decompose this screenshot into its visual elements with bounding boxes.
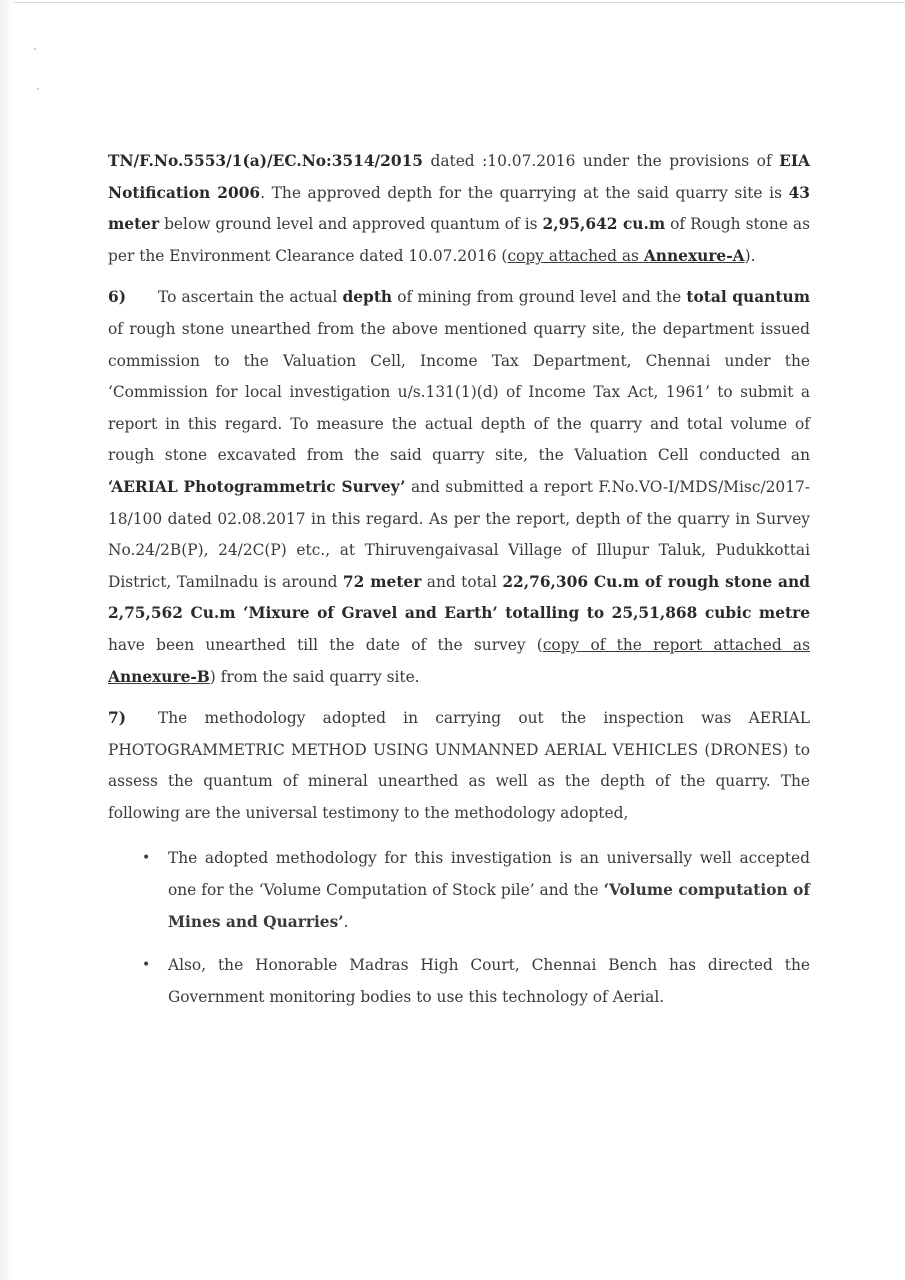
paragraph-6	[108, 282, 810, 693]
para5-text-4: of Rough stone as per the Environment Clearance dated 10.07.2016 (	[108, 215, 810, 265]
paragraph-5-continuation	[108, 146, 810, 272]
para6-text-2: of mining from ground level and the	[392, 288, 687, 307]
para6-text-4: and submitted a report F.No.VO-I/MDS/Misc/2017-18/100 dated 02.08.2017 in this regard. As per the report, depth of the quarry in Survey No.24/2B(P), 24/2C(P) etc., at Thiruvengaivasal Village of Illupur Taluk, Pudukkottai District, Tamilnadu is around	[108, 477, 811, 591]
para5-text-1: dated :10.07.2016 under the provisions of	[423, 152, 780, 170]
scan-speck	[37, 88, 39, 90]
para6-text-7: ) from the said quarry site.	[209, 667, 420, 686]
document-page	[108, 146, 810, 1025]
para6-bold-depth: depth	[342, 288, 393, 307]
para5-copy-text: copy attached as	[507, 246, 644, 265]
annexure-b-label: Annexure-B	[108, 667, 210, 686]
paragraph-number: 6)	[108, 288, 126, 307]
annexure-a-reference	[507, 247, 744, 265]
eia-notification: EIA Notification 2006	[108, 152, 810, 202]
bullet1-bold: ‘Volume computation of Mines and Quarries’	[168, 881, 810, 931]
para5-text-2: . The approved depth for the quarrying at the said quarry site is	[260, 183, 789, 202]
file-reference: TN/F.No.5553/1(a)/EC.No:3514/2015	[108, 152, 423, 170]
para5-text-3: below ground level and approved quantum of is	[159, 215, 543, 234]
list-item	[108, 843, 810, 938]
para6-text-3: of rough stone unearthed from the above mentioned quarry site, the department issued commission to the Valuation Cell, Income Tax Department, Chennai under the ‘Commission for local investigation u/s.131(1)(d) of Income Tax Act, 1961’ to submit a report in this regard. To measure the actual depth of the quarry and total volume of rough stone excavated from the said quarry site, the Valuation Cell conducted an	[108, 319, 810, 465]
bullet2-text: Also, the Honorable Madras High Court, Chennai Bench has directed the Government monitoring bodies to use this technology of Aerial.	[168, 956, 810, 1006]
bullet-icon: •	[142, 957, 151, 974]
bullet-icon: •	[142, 850, 151, 867]
annexure-a-label: Annexure-A	[643, 246, 745, 265]
paragraph-7	[108, 703, 810, 829]
bullet-list	[108, 843, 810, 1013]
scan-left-edge-shadow	[0, 0, 14, 1280]
approved-depth: 43 meter	[108, 183, 810, 234]
para5-text-5: ).	[744, 246, 756, 265]
para6-text-1: To ascertain the actual	[158, 288, 343, 307]
para6-text-6: have been unearthed till the date of the survey (	[108, 635, 543, 654]
scan-top-edge	[0, 2, 905, 3]
para6-bold-total-quantum: total quantum	[686, 288, 810, 307]
para7-text: The methodology adopted in carrying out the inspection was AERIAL PHOTOGRAMMETRIC METHOD USING UNMANNED AERIAL VEHICLES (DRONES) to assess the quantum of mineral unearthed as well as the depth of the quarry. The following are the universal testimony to the methodology adopted,	[108, 709, 810, 822]
list-item	[108, 950, 810, 1013]
para6-bold-survey: ‘AERIAL Photogrammetric Survey’	[108, 477, 406, 496]
para6-bold-volumes: 22,76,306 Cu.m of rough stone and 2,75,562 Cu.m ‘Mixure of Gravel and Earth’ totalling to 25,51,868 cubic metre	[108, 572, 810, 623]
paragraph-number: 7)	[108, 709, 126, 728]
para6-text-5: and total	[421, 572, 503, 591]
scan-speck	[34, 48, 36, 50]
para6-copy-text: copy of the report attached as	[542, 635, 810, 654]
bullet1-text-2: .	[343, 912, 349, 931]
para6-bold-measured-depth: 72 meter	[342, 572, 422, 591]
approved-quantum: 2,95,642 cu.m	[542, 215, 666, 234]
bullet1-text-1: The adopted methodology for this investigation is an universally well accepted one for the ‘Volume Computation of Stock pile’ and the	[168, 849, 810, 900]
